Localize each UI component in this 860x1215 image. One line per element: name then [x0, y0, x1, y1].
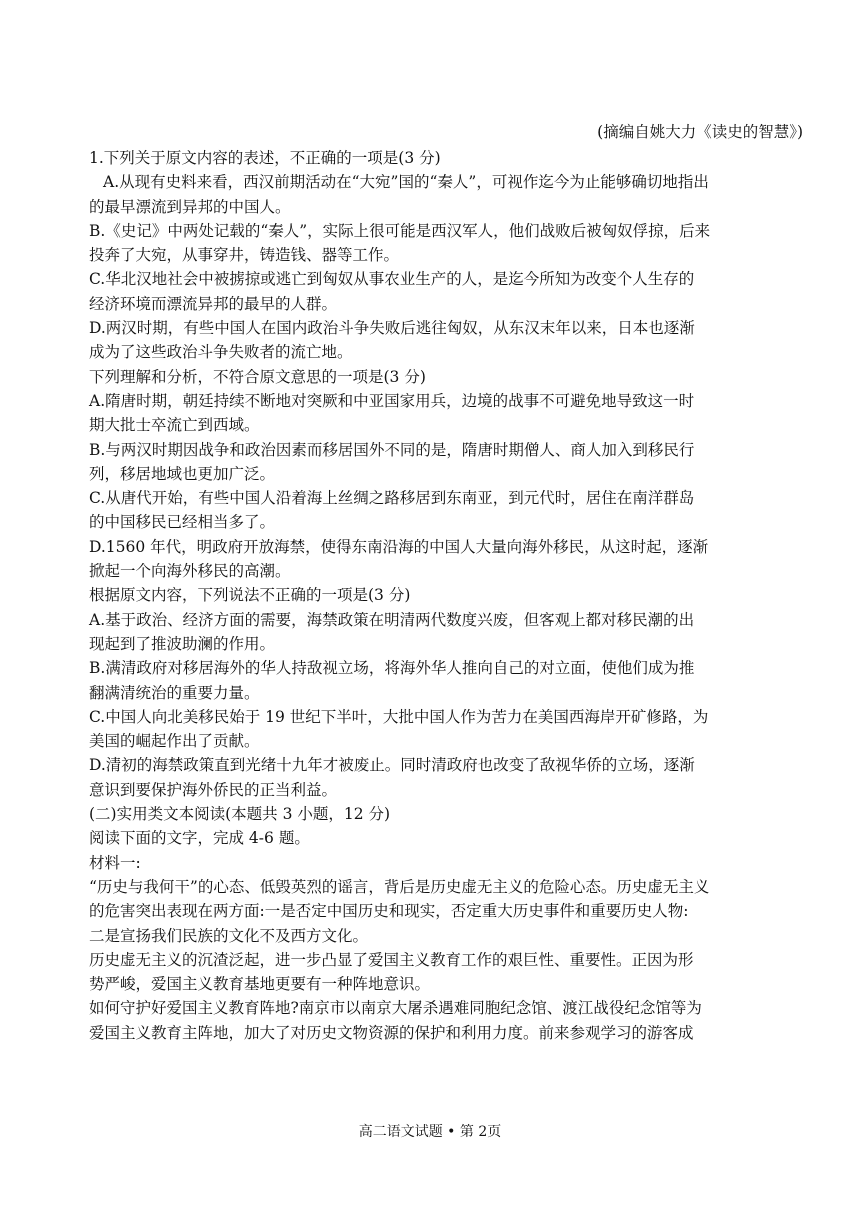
q2-option-c-line: C.从唐代开始，有些中国人沿着海上丝绸之路移居到东南亚，到元代时，居住在南洋群岛: [89, 489, 695, 508]
q2-option-b-line: B.与两汉时期因战争和政治因素而移居国外不同的是，隋唐时期僧人、商人加入到移民行: [89, 440, 695, 459]
material-paragraph-line: 爱国主义教育主阵地，加大了对历史文物资源的保护和利用力度。前来参观学习的游客成: [89, 1023, 694, 1042]
q1-option-b-line: 投奔了大宛，从事穿井，铸造钱、器等工作。: [89, 246, 400, 265]
page-footer: 高二语文试题 • 第 2页: [358, 1124, 502, 1140]
material-paragraph-line: “历史与我何干”的心态、低毁英烈的谣言，背后是历史虚无主义的危险心态。历史虚无主义: [89, 877, 710, 896]
material-paragraph-line: 的危害突出表现在两方面:一是否定中国历史和现实，否定重大历史事件和重要历史人物:: [89, 902, 689, 921]
q2-option-b-line: 列，移居地域也更加广泛。: [89, 464, 276, 483]
q3-option-d-line: 意识到要保护海外侨民的正当利益。: [89, 780, 338, 799]
q1-option-a-line: A.从现有史料来看，西汉前期活动在“大宛”国的“秦人”，可视作迄今为止能够确切地指出: [103, 173, 709, 192]
question-2-stem: 下列理解和分析，不符合原文意思的一项是(3 分): [89, 367, 426, 386]
material-paragraph-line: 二是宣扬我们民族的文化不及西方文化。: [89, 926, 369, 945]
q3-option-c-line: 美国的崛起作出了贡献。: [89, 732, 260, 751]
q2-option-a-line: 期大批士卒流亡到西域。: [89, 416, 260, 435]
q2-option-d-line: 掀起一个向海外移民的高潮。: [89, 562, 291, 581]
q2-option-d-line: D.1560 年代，明政府开放海禁，使得东南沿海的中国人大量向海外移民，从这时起，逐渐: [89, 537, 709, 556]
q3-option-c-line: C.中国人向北美移民始于 19 世纪下半叶，大批中国人作为苦力在美国西海岸开矿修路，为: [89, 707, 709, 726]
q3-option-a-line: A.基于政治、经济方面的需要，海禁政策在明清两代数度兴废，但客观上都对移民潮的出: [89, 610, 695, 629]
q2-option-c-line: 的中国移民已经相当多了。: [89, 513, 276, 532]
question-1-stem: 1.下列关于原文内容的表述，不正确的一项是(3 分): [89, 149, 441, 167]
exam-text-body: [89, 146, 783, 1045]
section-heading: (二)实用类文本阅读(本题共 3 小题，12 分): [89, 805, 391, 824]
q1-option-d-line: D.两汉时期，有些中国人在国内政治斗争失败后逃往匈奴，从东汉末年以来，日本也逐渐: [89, 319, 695, 338]
question-3-stem: 根据原文内容，下列说法不正确的一项是(3 分): [89, 586, 411, 605]
q3-option-d-line: D.清初的海禁政策直到光绪十九年才被废止。同时清政府也改变了敌视华侨的立场，逐渐: [89, 756, 695, 775]
q1-option-c-line: C.华北汉地社会中被掳掠或逃亡到匈奴从事农业生产的人，是迄今所知为改变个人生存的: [89, 270, 695, 289]
material-label: 材料一:: [89, 853, 141, 872]
q1-option-c-line: 经济环境而漂流异邦的最早的人群。: [89, 294, 338, 313]
q1-option-b-line: B.《史记》中两处记载的“秦人”，实际上很可能是西汉军人，他们战败后被匈奴俘掠，后来: [89, 221, 711, 240]
reading-instruction: 阅读下面的文字，完成 4-6 题。: [89, 829, 310, 848]
source-citation: (摘编自姚大力《读史的智慧》): [597, 123, 803, 141]
material-paragraph-line: 如何守护好爱国主义教育阵地?南京市以南京大屠杀遇难同胞纪念馆、渡江战役纪念馆等为: [89, 999, 702, 1018]
q1-option-d-line: 成为了这些政治斗争失败者的流亡地。: [89, 343, 353, 362]
q1-option-a-line: 的最早漂流到异邦的中国人。: [89, 197, 291, 216]
material-paragraph-line: 势严峻，爱国主义教育基地更要有一种阵地意识。: [89, 975, 431, 994]
q3-option-b-line: 翻满清统治的重要力量。: [89, 683, 260, 702]
q3-option-b-line: B.满清政府对移居海外的华人持敌视立场，将海外华人推向自己的对立面，使他们成为推: [89, 659, 695, 678]
q3-option-a-line: 现起到了推波助澜的作用。: [89, 634, 276, 653]
material-paragraph-line: 历史虚无主义的沉渣泛起，进一步凸显了爱国主义教育工作的艰巨性、重要性。正因为形: [89, 950, 694, 969]
q2-option-a-line: A.隋唐时期，朝廷持续不断地对突厥和中亚国家用兵，边境的战事不可避免地导致这一时: [89, 391, 695, 410]
